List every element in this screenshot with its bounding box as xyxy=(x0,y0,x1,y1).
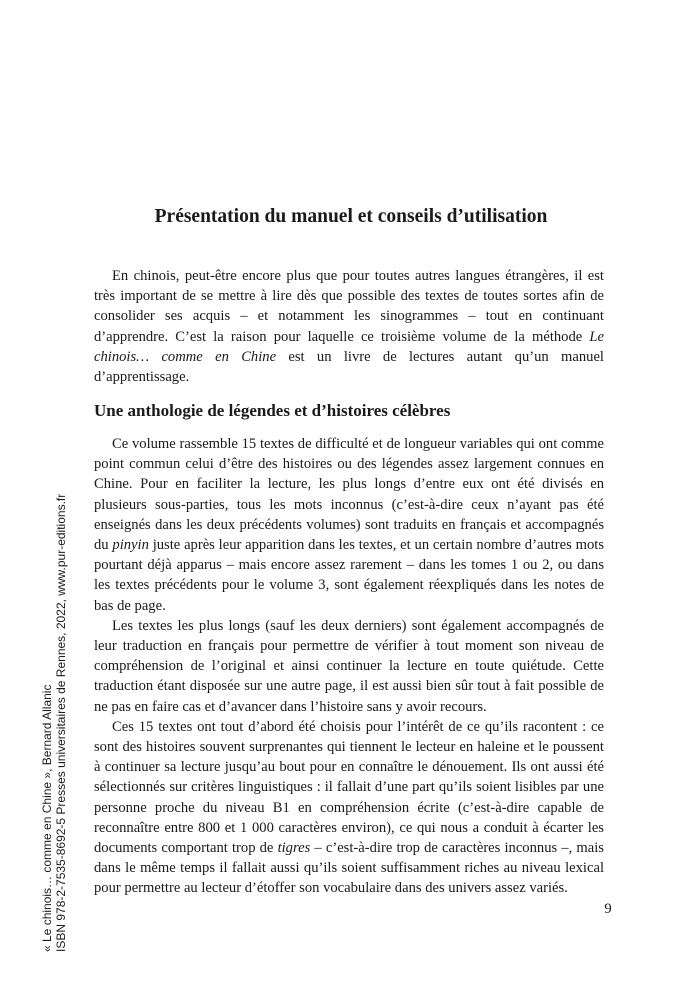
paragraph-3-after: – c’est-à-dire trop de caractères inconnus –, mais dans le même temps il fallait aussi qu’ils soient suffisamment riches au niveau lexical pour permettre au lecteur d’étoffer son vocabulaire dans des univers assez variés. xyxy=(94,840,604,897)
intro-block xyxy=(94,266,604,387)
intro-text-before: En chinois, peut-être encore plus que pour toutes autres langues étrangères, il est très important de se mettre à lire dès que possible des textes de toutes sortes afin de consolider ses acquis – et notamment les sinogrammes – tout en continuant d’apprendre. C’est la raison pour laquelle ce troisième volume de la méthode xyxy=(94,268,604,345)
paragraph-1 xyxy=(94,434,604,616)
intro-paragraph xyxy=(94,266,604,387)
credit-line-2: ISBN 978-2-7535-8692-5 Presses universitaires de Rennes, 2022, www.pur-editions.fr xyxy=(54,493,68,952)
credit-line-1: « Le chinois… comme en Chine », Bernard Allanic xyxy=(40,684,54,952)
side-credit xyxy=(40,452,68,952)
intro-text-after: est un livre de lectures autant qu’un manuel d’apprentissage. xyxy=(94,348,604,386)
paragraph-1-before: Ce volume rassemble 15 textes de difficulté et de longueur variables qui ont comme point commun celui d’être des histoires ou des légendes assez largement connues en Chine. Pour en faciliter la lecture, les plus longs d’entre eux ont été divisés en plusieurs sous-parties, tous les mots inconnus (c’est-à-dire ceux n’ayant pas été enseignés dans les deux précédents volumes) sont traduits en français et accompagnés du xyxy=(94,436,604,554)
page-title: Présentation du manuel et conseils d’utilisation xyxy=(154,206,548,227)
paragraph-3-before: Ces 15 textes ont tout d’abord été choisis pour l’intérêt de ce qu’ils racontent : ce sont des histoires souvent surprenantes qui tiennent le lecteur en haleine et le poussent à continuer sa lecture jusqu’au bout pour en connaître le dénouement. Ils ont aussi été sélectionnés sur critères linguistiques : il fallait d’une part qu’ils soient lisibles par une personne proche du niveau B1 en compréhension écrite (c’est-à-dire capable de reconnaître entre 800 et 1 000 caractères environ), ce qui nous a conduit à écarter les documents comportant trop de xyxy=(94,718,604,857)
section-heading: Une anthologie de légendes et d’histoires célèbres xyxy=(94,401,451,420)
book-title-italic: Le chinois… comme en Chine xyxy=(94,328,604,365)
tigres-term: tigres xyxy=(277,840,311,857)
paragraph-3 xyxy=(94,717,604,899)
page-number: 9 xyxy=(604,901,612,917)
pinyin-term: pinyin xyxy=(112,537,149,554)
paragraph-1-after: juste après leur apparition dans les textes, et un certain nombre d’autres mots pourtant déjà apparus – mais encore assez rarement – dans les tomes 1 ou 2, ou dans les textes précédents pour le volume 3, sont également réexpliqués dans les notes de bas de page. xyxy=(94,537,604,614)
paragraph-2: Les textes les plus longs (sauf les deux derniers) sont également accompagnés de leur traduction en français pour permettre de vérifier à tout moment son niveau de compréhension de l’original et ainsi continuer la lecture en toute quiétude. Cette traduction étant disposée sur une autre page, il est aussi bien sûr tout à fait possible de ne pas en faire cas et d’avancer dans l’histoire sans y avoir recours. xyxy=(94,617,604,715)
anthology-section xyxy=(94,398,604,899)
